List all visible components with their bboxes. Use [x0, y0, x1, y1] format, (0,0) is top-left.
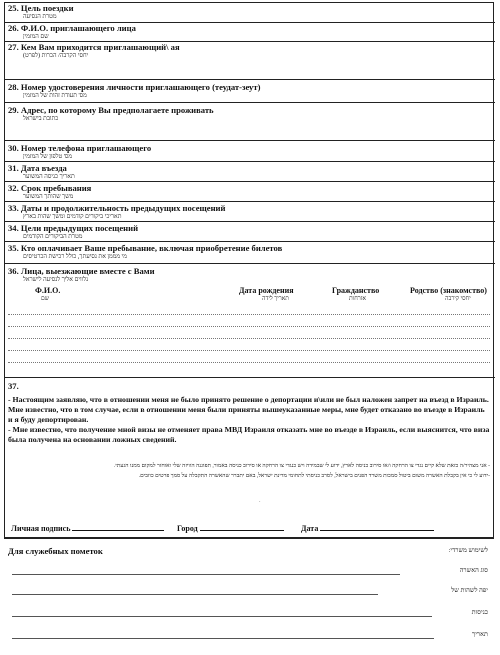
- field-label-35: 35. Кто оплачивает Ваше пребывание, включая приобретение билетов: [8, 243, 283, 253]
- office-line-valid-stay[interactable]: [12, 594, 378, 595]
- field-heb-26: שם המזמין: [23, 33, 49, 40]
- declaration-num: 37.: [8, 381, 19, 391]
- field-row-34[interactable]: [5, 222, 495, 242]
- field-row-35[interactable]: [5, 242, 495, 264]
- col-header-citizenship: Гражданство: [332, 286, 380, 295]
- col-header-birthdate: Дата рождения: [239, 286, 294, 295]
- field-heb-28: מס' תעודת זהות של המזמין: [23, 92, 87, 99]
- office-line-entries[interactable]: [12, 616, 432, 617]
- declaration-heb-1: - אני מצהיר/ה כזאת שלא קיים נגדי צו הרחקה ו/או סירוב כניסה לארץ, ידוע לי שבמידה ויש כנגדי צו הרחקה או סירוב כניסה באמור, תפוגנה הוויזה שלי ואוחזר למקום ממנו הגעתי.: [113, 463, 490, 469]
- field-heb-32: משך שהותך המשוער: [23, 193, 74, 200]
- signature-underline[interactable]: [72, 522, 164, 531]
- col-heb-name: שם: [41, 296, 49, 302]
- visa-form-page: [4, 2, 498, 652]
- field-label-26: 26. Ф.И.О. приглашающего лица: [8, 23, 136, 33]
- field-label-25: 25. Цель поездки: [8, 3, 74, 13]
- office-lbl-entries: כניסות: [471, 609, 488, 616]
- field-label-33: 33. Даты и продолжительность предыдущих посещений: [8, 203, 226, 213]
- signature-label: Личная подпись: [11, 524, 71, 533]
- field-row-28[interactable]: [5, 80, 495, 103]
- field-row-29[interactable]: [5, 103, 495, 141]
- city-label: Город: [177, 524, 198, 533]
- companion-line-2[interactable]: [8, 326, 490, 327]
- companion-line-3[interactable]: [8, 338, 490, 339]
- field-label-30: 30. Номер телефона приглашающего: [8, 143, 152, 153]
- signature-field[interactable]: [11, 522, 164, 533]
- office-title: Для служебных пометок: [8, 546, 103, 556]
- city-field[interactable]: [177, 522, 284, 533]
- field-label-34: 34. Цели предыдущих посещений: [8, 223, 139, 233]
- office-title-heb: לשימוש משרדי:: [448, 547, 488, 554]
- col-heb-relation: יחסי קירבה: [445, 296, 471, 302]
- declaration-mark: ·: [259, 500, 261, 505]
- field-label-28: 28. Номер удостоверения личности приглашающего (теудат-зеут): [8, 82, 261, 92]
- field-row-33[interactable]: [5, 202, 495, 222]
- companion-line-1[interactable]: [8, 314, 490, 315]
- field-row-26[interactable]: [5, 23, 495, 42]
- field-label-32: 32. Срок пребывания: [8, 183, 92, 193]
- col-heb-birthdate: תאריך לידה: [262, 296, 289, 302]
- field-row-32[interactable]: [5, 182, 495, 202]
- declaration-para-2: - Мне известно, что получение мной визы не отменяет права МВД Израиля отказать мне во въезде в Израиль, если выяснится, что виза была получена на основании ложных сведений.: [8, 425, 490, 444]
- field-heb-33: תאריכי ביקורים קודמים ומשך שהות בארץ: [23, 213, 122, 220]
- field-heb-34: מטרת הביקורים הקודמים: [23, 233, 83, 240]
- companion-line-4[interactable]: [8, 350, 490, 351]
- declaration-section: [5, 378, 495, 539]
- office-use-block: [4, 538, 494, 653]
- col-header-name: Ф.И.О.: [35, 286, 61, 295]
- field-heb-27: יחסי הקרבה/ הכרות (לפרט): [23, 52, 89, 59]
- form-frame: [4, 2, 494, 538]
- col-heb-citizenship: אזרחות: [349, 296, 366, 302]
- declaration-text: [8, 395, 490, 445]
- field-heb-35: מי מממן את נסיעתך, כולל רכישת הכרטיסים: [23, 253, 127, 260]
- date-label: Дата: [301, 524, 319, 533]
- office-lbl-valid-stay: יפה לשהות של: [451, 587, 488, 594]
- office-lbl-visa-type: סוג האשרה: [459, 567, 488, 574]
- col-header-relation: Родство (знакомство): [410, 286, 487, 295]
- field-label-36: 36. Лица, выезжающие вместе с Вами: [8, 266, 155, 276]
- date-field[interactable]: [301, 522, 434, 533]
- field-heb-30: מס' טלפון של המזמין: [23, 153, 73, 160]
- field-row-36: [5, 264, 495, 378]
- declaration-heb-2: -ידוע לי כי אין בקבלת האשרה משום ביטול סמכות משרד הפנים בישראל, לסרב כניסתי לתחומי מדינת ישראל, באם יתברר שהאשרה התקבלה על סמך פרטים כוזבים.: [138, 473, 490, 479]
- field-heb-31: תאריך כניסה המשוער: [23, 173, 75, 180]
- field-row-30[interactable]: [5, 141, 495, 162]
- field-row-31[interactable]: [5, 162, 495, 182]
- field-row-25[interactable]: [5, 3, 495, 23]
- field-label-29: 29. Адрес, по которому Вы предполагаете проживать: [8, 105, 214, 115]
- office-line-visa-type[interactable]: [12, 574, 400, 575]
- field-label-31: 31. Дата въезда: [8, 163, 67, 173]
- city-underline[interactable]: [200, 522, 284, 531]
- field-row-27[interactable]: [5, 42, 495, 80]
- field-label-27: 27. Кем Вам приходится приглашающий\ ая: [8, 42, 180, 52]
- office-line-date[interactable]: [12, 638, 434, 639]
- companion-line-5[interactable]: [8, 362, 490, 363]
- office-lbl-date: תאריך: [472, 631, 488, 638]
- field-heb-25: מטרת הנסיעה: [23, 13, 57, 20]
- declaration-para-1: - Настоящим заявляю, что в отношении меня не было принято решение о депортации и\или не был наложен запрет на въезд в Израиль. Мне известно, что в том случае, если в отношении меня были приняты вышеуказанные меры, мне будет отказано во въезде в Израиль и я буду депортирован.: [8, 395, 489, 424]
- field-heb-29: כתובת בישראל: [23, 115, 59, 122]
- date-underline[interactable]: [320, 522, 434, 531]
- field-heb-36: נלווים אליך לנסיעה לישראל: [23, 276, 89, 283]
